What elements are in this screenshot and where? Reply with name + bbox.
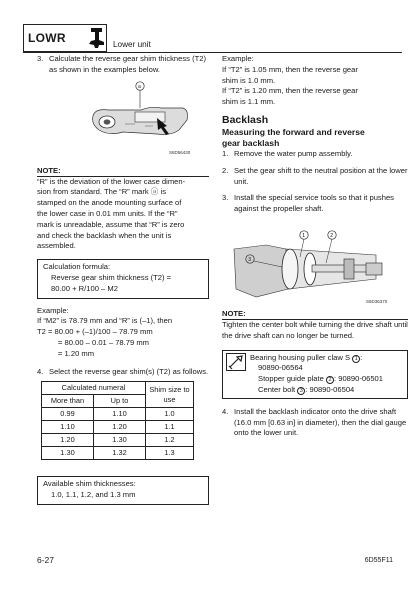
example-title: Example: — [37, 305, 69, 315]
example-line: T2 = 80.00 + (–1)/100 – 78.79 mm — [37, 327, 153, 337]
step-4: 4. Select the reverse gear shim(s) (T2) as follows. — [37, 366, 209, 376]
step-3: 3. Calculate the reverse gear shim thickness (T2) as shown in the examples below. — [37, 54, 206, 74]
note-line: stamped on the anode mounting surface of — [37, 198, 182, 208]
shim-location-figure — [75, 80, 209, 164]
table-cell: 1.10 — [94, 408, 146, 421]
figure-code: S6D36370 — [366, 298, 388, 304]
special-tools-box — [222, 350, 408, 399]
callout-3: 3 — [248, 256, 252, 263]
propeller-unit-icon — [88, 27, 106, 54]
table-cell: 1.30 — [42, 447, 94, 460]
table-cell: 1.30 — [94, 434, 146, 447]
example-line: = 80.00 – 0.01 – 78.79 mm — [58, 337, 149, 347]
example-line: shim is 1.1 mm. — [222, 97, 276, 107]
formula-box — [37, 259, 209, 298]
table-row — [42, 447, 194, 460]
table-cell: 1.3 — [146, 447, 194, 460]
callout-1: 1 — [302, 232, 306, 239]
header-rule — [23, 52, 402, 53]
table-cell: 0.99 — [42, 408, 94, 421]
table-row — [42, 421, 194, 434]
special-tool-icon — [226, 353, 246, 371]
example-block — [222, 54, 408, 108]
note-block — [37, 166, 209, 253]
document-code: 6D55F11 — [364, 557, 393, 564]
left-column — [37, 54, 209, 505]
available-values: 1.0, 1.1, 1.2, and 1.3 mm — [51, 490, 136, 500]
subsection-title: gear backlash — [222, 137, 280, 148]
tool-line: Bearing housing puller claw S 1 : — [250, 352, 363, 362]
note-heading: NOTE: — [222, 309, 408, 320]
example-line: If “T2” is 1.05 mm, then the reverse gear — [222, 64, 358, 74]
figure-code: S6D56430 — [169, 149, 191, 155]
formula-title: Calculation formula: — [43, 262, 111, 272]
table-row — [42, 434, 194, 447]
note-line: the lower case in 0.01 mm units. If the “R” — [37, 208, 178, 218]
step-2: 2. Set the gear shift to the neutral position at the lower unit. — [222, 165, 408, 186]
backlash-tool-figure — [226, 219, 408, 309]
note-block — [222, 309, 408, 342]
section-label: LOWR — [28, 31, 66, 45]
example-line: shim is 1.0 mm. — [222, 75, 276, 85]
tool-code: 90890-06564 — [258, 363, 303, 373]
table-cell: 1.1 — [146, 421, 194, 434]
callout-a: a — [138, 83, 141, 90]
section-subtitle: Lower unit — [113, 40, 151, 49]
note-line: and check the backlash when the unit is — [37, 230, 172, 240]
available-shims-box — [37, 476, 209, 505]
table-group-header: Calculated numeral — [42, 382, 146, 395]
step-4: 4. Install the backlash indicator onto the drive shaft (16.0 mm [0.63 in] in diameter), then the dial gauge onto the lower unit. — [222, 406, 407, 438]
table-cell: 1.2 — [146, 434, 194, 447]
page-number: 6-27 — [37, 555, 55, 565]
example-line: If “M2” is 78.79 mm and “R” is (–1), then — [37, 316, 173, 326]
callout-2: 2 — [330, 232, 334, 239]
example-line: = 1.20 mm — [58, 348, 95, 358]
right-column — [222, 54, 408, 439]
table-cell: 1.20 — [94, 421, 146, 434]
formula-line: Reverse gear shim thickness (T2) = — [51, 272, 172, 282]
shim-table — [41, 381, 194, 460]
note-text: Tighten the center bolt while turning the drive shaft until the drive shaft can no longer be turned. — [222, 319, 408, 340]
table-row — [42, 408, 194, 421]
tool-line: Stopper guide plate 2 : 90890-06501 — [258, 374, 383, 384]
table-cell: 1.20 — [42, 434, 94, 447]
table-cell: 1.10 — [42, 421, 94, 434]
table-col-size: Shim size to use — [146, 382, 194, 408]
step-1: 1. Remove the water pump assembly. — [222, 148, 353, 158]
section-tab — [23, 24, 107, 52]
example-title: Example: — [222, 54, 254, 63]
note-line: sion from standard. The “R” mark ⓐ is — [37, 187, 166, 197]
section-title: Backlash — [222, 113, 269, 126]
note-line: “R” is the deviation of the lower case dimen- — [37, 176, 186, 186]
table-cell: 1.0 — [146, 408, 194, 421]
subsection-title: Measuring the forward and reverse — [222, 126, 365, 137]
formula-line: 80.00 + R/100 – M2 — [51, 283, 118, 293]
note-line: assembled. — [37, 241, 76, 251]
example-line: If “T2” is 1.20 mm, then the reverse gear — [222, 86, 358, 96]
available-title: Available shim thicknesses: — [43, 479, 136, 489]
table-col-more: More than — [42, 395, 94, 408]
table-col-upto: Up to — [94, 395, 146, 408]
example-block — [37, 306, 209, 360]
note-line: mark is unreadable, assume that “R” is zero — [37, 219, 185, 229]
table-cell: 1.32 — [94, 447, 146, 460]
tool-line: Center bolt 3 : 90890-06504 — [258, 384, 355, 394]
step-3: 3. Install the special service tools so that it pushes against the propeller shaft. — [222, 193, 394, 214]
note-heading: NOTE: — [37, 166, 209, 177]
